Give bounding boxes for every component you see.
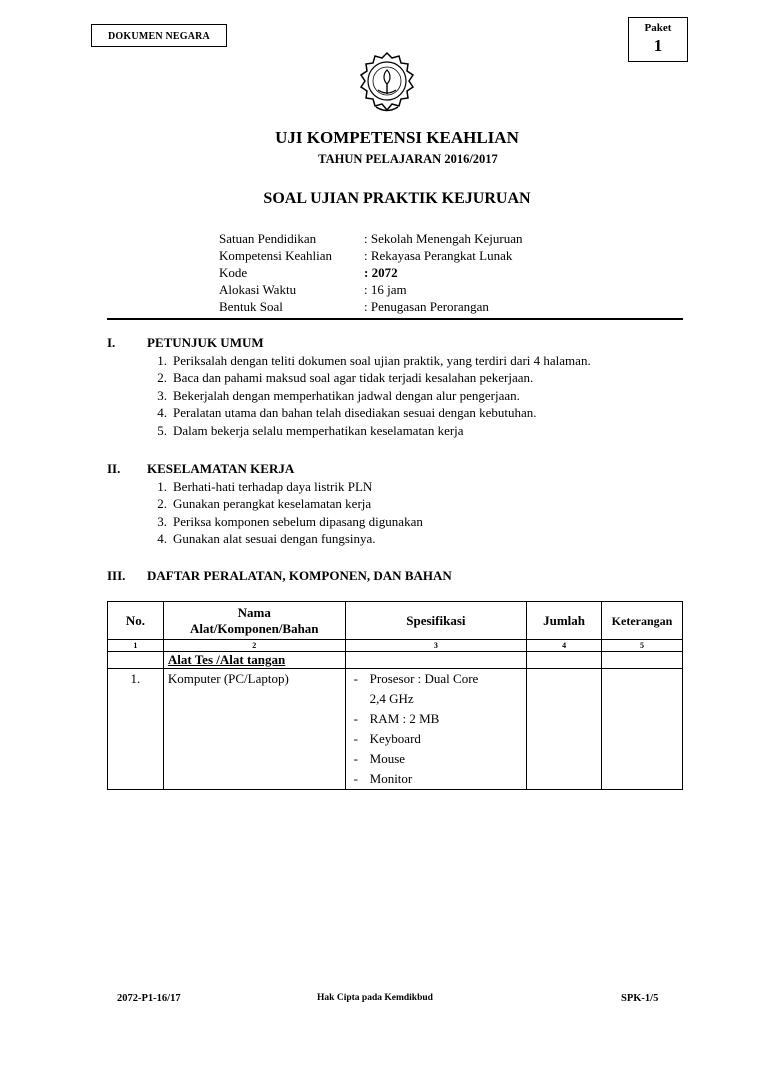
section-keselamatan-kerja — [107, 460, 423, 548]
exam-title: UJI KOMPETENSI KEAHLIAN — [275, 128, 519, 147]
info-value: : Sekolah Menengah Kejuruan — [364, 231, 523, 246]
info-value: : 2072 — [364, 265, 398, 280]
list-item: 2. Gunakan perangkat keselamatan kerja — [157, 496, 372, 511]
section-number: I. — [107, 335, 116, 350]
list-item: 3. Bekerjalah dengan memperhatikan jadwal dengan alur pengerjaan. — [157, 387, 520, 403]
document-classification-stamp: DOKUMEN NEGARA — [91, 24, 227, 47]
info-key: Bentuk Soal — [219, 299, 283, 314]
row-spec-list — [345, 669, 527, 790]
info-key: Satuan Pendidikan — [219, 231, 317, 246]
section-number: II. — [107, 461, 121, 476]
table-subheading-row — [108, 652, 683, 669]
spec-item: - RAM : 2 MB — [353, 711, 440, 726]
info-row — [219, 281, 522, 298]
footer-code: 2072-P1-16/17 — [117, 993, 181, 1004]
exam-subtitle: SOAL UJIAN PRAKTIK KEJURUAN — [263, 190, 531, 207]
row-jumlah — [527, 669, 602, 790]
paket-label: Paket — [644, 22, 672, 34]
equipment-table — [107, 601, 683, 790]
tut-wuri-handayani-emblem-icon — [354, 50, 420, 116]
spec-item: - Mouse — [353, 751, 406, 766]
info-row — [219, 247, 522, 264]
info-key: Kompetensi Keahlian — [219, 248, 332, 263]
table-header-row — [108, 602, 683, 640]
list-item: 4. Peralatan utama dan bahan telah disediakan sesuai dengan kebutuhan. — [157, 405, 537, 420]
col-header-nama: Nama Alat/Komponen/Bahan — [163, 602, 345, 640]
info-value: : 16 jam — [364, 282, 407, 297]
list-item: 3. Periksa komponen sebelum dipasang digunakan — [157, 513, 423, 529]
table-row — [108, 669, 683, 790]
row-number: 1. — [108, 669, 164, 790]
spec-item: - Monitor — [353, 771, 413, 786]
col-header-no: No. — [108, 602, 164, 640]
col-header-spesifikasi: Spesifikasi — [345, 602, 527, 640]
info-key: Alokasi Waktu — [219, 282, 297, 297]
col-header-keterangan: Keterangan — [602, 602, 683, 640]
academic-year: TAHUN PELAJARAN 2016/2017 — [318, 152, 498, 166]
spec-item: 2,4 GHz — [369, 691, 414, 706]
footer-copyright: Hak Cipta pada Kemdikbud — [317, 993, 433, 1003]
list-item: 1. Berhati-hati terhadap daya listrik PLN — [157, 478, 373, 494]
paket-box — [628, 17, 688, 62]
exam-info-block — [219, 230, 522, 315]
paket-number: 1 — [653, 36, 663, 55]
info-row — [219, 264, 522, 281]
list-item: 5. Dalam bekerja selalu memperhatikan keselamatan kerja — [157, 422, 464, 438]
spec-item: - Keyboard — [353, 731, 421, 746]
footer-page-number: SPK-1/5 — [621, 993, 659, 1004]
info-row — [219, 230, 522, 247]
col-header-jumlah: Jumlah — [527, 602, 602, 640]
info-value: : Penugasan Perorangan — [364, 299, 489, 314]
section-title: PETUNJUK UMUM — [147, 335, 264, 350]
list-item: 2. Baca dan pahami maksud soal agar tidak terjadi kesalahan pekerjaan. — [157, 370, 534, 385]
section-daftar-peralatan — [107, 567, 452, 585]
subheading-label: Alat Tes /Alat tangan — [163, 652, 345, 669]
header-divider — [107, 318, 683, 320]
row-keterangan — [602, 669, 683, 790]
info-row — [219, 298, 522, 315]
section-number: III. — [107, 568, 126, 583]
section-title: KESELAMATAN KERJA — [147, 461, 295, 476]
section-petunjuk-umum — [107, 334, 591, 439]
info-value: : Rekayasa Perangkat Lunak — [364, 248, 513, 263]
row-item-name: Komputer (PC/Laptop) — [163, 669, 345, 790]
list-item: 1. Periksalah dengan teliti dokumen soal ujian praktik, yang terdiri dari 4 halaman. — [157, 352, 591, 368]
section-title: DAFTAR PERALATAN, KOMPONEN, DAN BAHAN — [147, 568, 452, 583]
info-key: Kode — [219, 265, 248, 280]
spec-item: - Prosesor : Dual Core — [353, 671, 479, 686]
list-item: 4. Gunakan alat sesuai dengan fungsinya. — [157, 531, 376, 546]
table-index-row: 1 2 3 4 5 — [108, 640, 683, 652]
